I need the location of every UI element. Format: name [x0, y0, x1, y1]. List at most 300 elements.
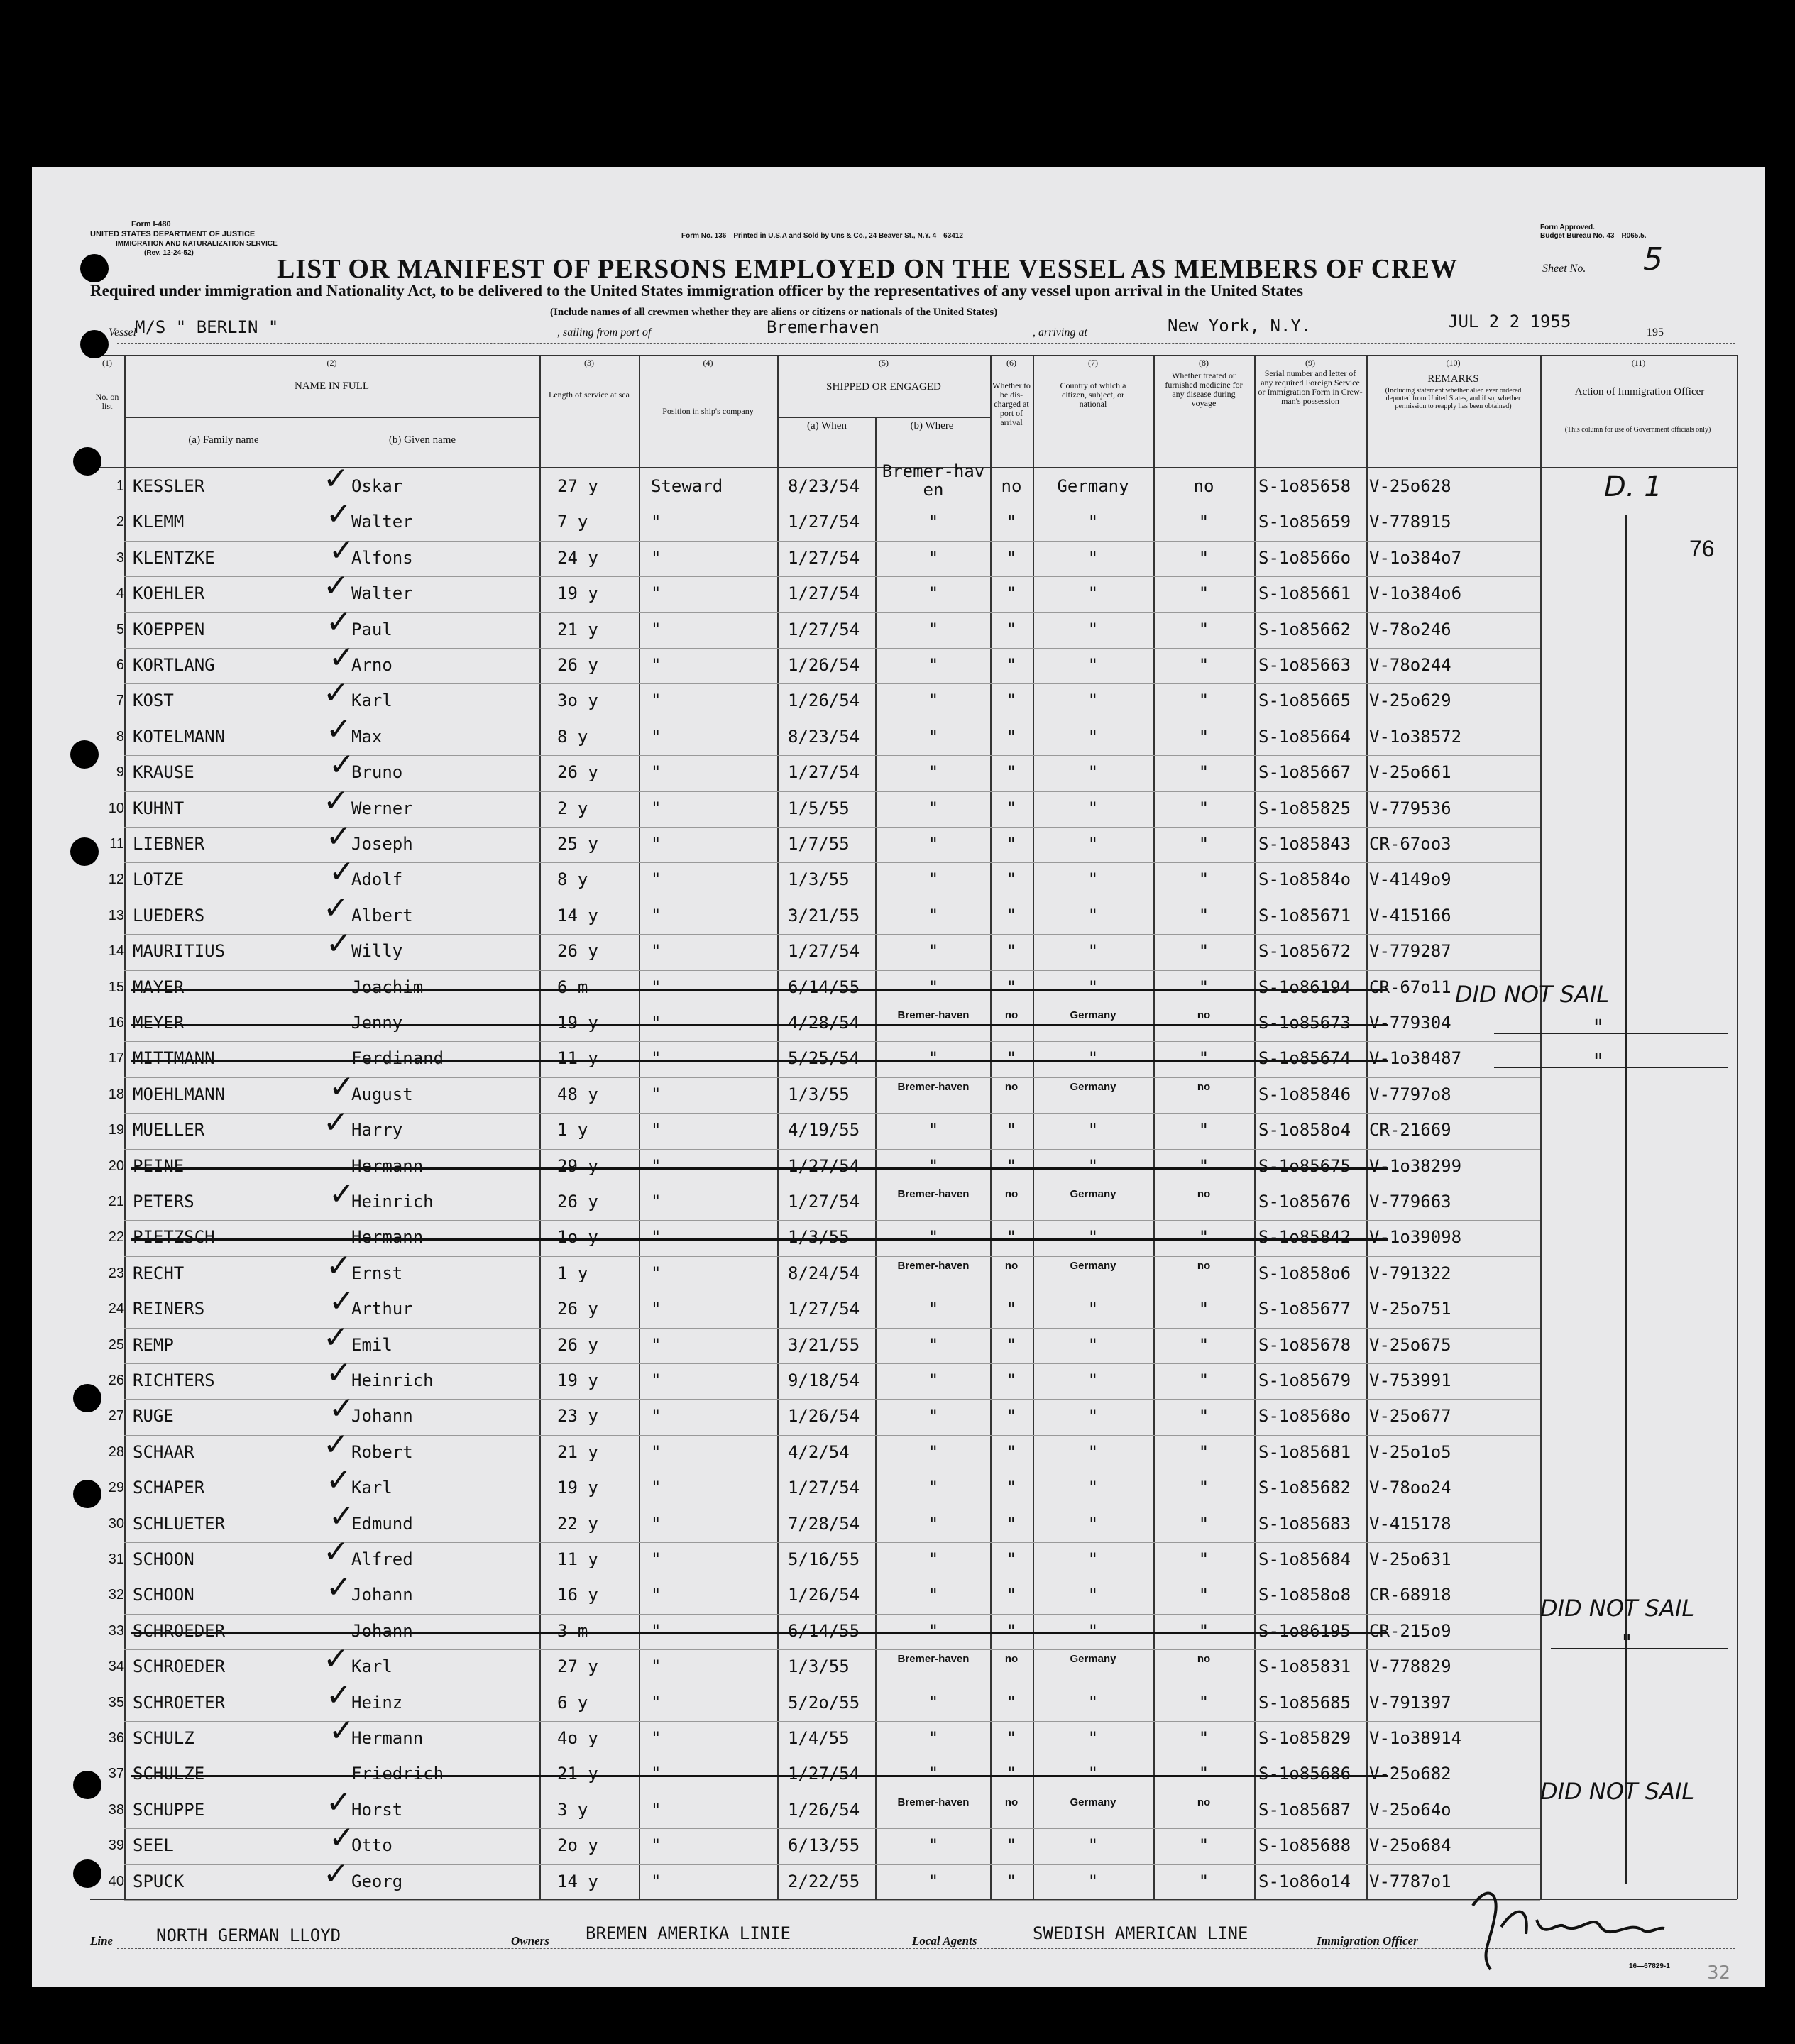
- place-shipped: ": [928, 834, 939, 854]
- department: UNITED STATES DEPARTMENT OF JUSTICE: [90, 230, 256, 238]
- col-num-5: (5): [879, 358, 889, 368]
- col-num-1: (1): [102, 358, 112, 368]
- given-name: Walter: [351, 583, 413, 604]
- date-shipped: 1/27/54: [788, 1299, 860, 1319]
- remarks: V-7787o1: [1369, 1871, 1451, 1891]
- remarks: V-25o677: [1369, 1406, 1451, 1427]
- annotation-count: 76: [1689, 536, 1715, 561]
- given-name: Hermann: [351, 1728, 424, 1748]
- serial-number: S-1o85825: [1258, 798, 1351, 818]
- discharged: no: [1001, 476, 1022, 496]
- serial-number: S-1o85674: [1258, 1048, 1351, 1069]
- row-number: 36: [108, 1730, 124, 1746]
- owners-label: Owners: [511, 1934, 549, 1947]
- family-name: SCHAPER: [133, 1478, 205, 1498]
- length-of-service: 16 y: [557, 1585, 598, 1605]
- place-shipped: Bremer-haven: [882, 461, 985, 500]
- date-shipped: 7/28/54: [788, 1513, 860, 1534]
- country: Germany: [1070, 1009, 1116, 1021]
- length-of-service: 14 y: [557, 1871, 598, 1891]
- vessel-name: M/S " BERLIN ": [135, 317, 279, 337]
- checkmark-icon: ✓: [329, 532, 355, 568]
- place-shipped: Bremer-haven: [897, 1188, 970, 1200]
- serial-number: S-1o85659: [1258, 512, 1351, 532]
- checkmark-icon: ✓: [326, 1355, 352, 1391]
- remarks: V-1o39098: [1369, 1227, 1462, 1248]
- length-of-service: 11 y: [557, 1549, 598, 1569]
- treated: ": [1198, 1620, 1209, 1641]
- given-name: Paul: [351, 619, 393, 639]
- col-num-2: (2): [326, 358, 337, 368]
- budget-bureau: Budget Bureau No. 43—R065.5.: [1540, 232, 1647, 240]
- serial-number: S-1o85677: [1258, 1299, 1351, 1319]
- checkmark-icon: ✓: [326, 1676, 352, 1713]
- position: ": [651, 1227, 662, 1248]
- serial-number: S-1o85676: [1258, 1192, 1351, 1211]
- col-discharged: Whether to be dis-charged at port of arrival: [992, 380, 1031, 427]
- family-name: SCHROEDER: [133, 1620, 226, 1641]
- discharged: ": [1006, 798, 1017, 818]
- family-name: KLEMM: [133, 512, 185, 532]
- discharged: ": [1006, 726, 1017, 747]
- remarks: V-7797o8: [1369, 1084, 1451, 1104]
- remarks: V-1o38487: [1369, 1048, 1462, 1069]
- serial-number: S-1o85664: [1258, 726, 1351, 747]
- position: ": [651, 762, 662, 783]
- remarks: V-779287: [1369, 941, 1451, 962]
- given-name: Joseph: [351, 834, 413, 854]
- length-of-service: 19 y: [557, 583, 598, 604]
- discharged: ": [1006, 762, 1017, 783]
- row-number: 22: [108, 1229, 124, 1246]
- given-name: Johann: [351, 1620, 413, 1641]
- col-num-9: (9): [1305, 358, 1315, 368]
- country: ": [1087, 512, 1099, 532]
- checkmark-icon: ✓: [323, 675, 349, 712]
- treated: ": [1198, 1155, 1209, 1176]
- treated: ": [1198, 1728, 1209, 1748]
- family-name: MUELLER: [133, 1120, 205, 1141]
- treated: ": [1198, 1334, 1209, 1355]
- family-name: MITTMANN: [133, 1048, 215, 1069]
- col-family: (a) Family name: [188, 434, 259, 446]
- given-name: Johann: [351, 1406, 413, 1427]
- treated: ": [1198, 1227, 1209, 1248]
- discharged: ": [1006, 1549, 1017, 1569]
- place-shipped: ": [928, 1585, 939, 1605]
- annotation-did-not-sail-2: DID NOT SAIL: [1540, 1595, 1695, 1622]
- arriving-label: , arriving at: [1033, 326, 1087, 339]
- given-name: Harry: [351, 1120, 403, 1141]
- family-name: SCHULZE: [133, 1764, 205, 1784]
- country: ": [1087, 1334, 1099, 1355]
- family-name: RECHT: [133, 1263, 185, 1283]
- country: ": [1087, 1441, 1099, 1462]
- length-of-service: 4o y: [557, 1728, 598, 1748]
- discharged: ": [1006, 1513, 1017, 1534]
- given-name: Jenny: [351, 1013, 403, 1033]
- date-shipped: 1/4/55: [788, 1728, 850, 1748]
- treated: ": [1198, 1120, 1209, 1141]
- length-of-service: 8 y: [557, 869, 588, 890]
- place-shipped: ": [928, 512, 939, 532]
- col-num-6: (6): [1006, 358, 1016, 368]
- remarks: V-25o684: [1369, 1835, 1451, 1856]
- given-name: Alfons: [351, 547, 413, 568]
- treated: ": [1198, 798, 1209, 818]
- country: ": [1087, 1585, 1099, 1605]
- sheet-number: 5: [1643, 241, 1663, 278]
- date-shipped: 8/24/54: [788, 1263, 860, 1283]
- country: ": [1087, 1871, 1099, 1891]
- length-of-service: 23 y: [557, 1406, 598, 1427]
- discharged: ": [1006, 1585, 1017, 1605]
- discharged: ": [1006, 1441, 1017, 1462]
- country: ": [1087, 1048, 1099, 1069]
- punch-hole: [73, 1480, 101, 1508]
- punch-hole: [73, 1771, 101, 1799]
- treated: no: [1197, 1009, 1211, 1021]
- year-suffix: 195: [1647, 326, 1664, 339]
- length-of-service: 25 y: [557, 834, 598, 854]
- remarks: V-1o384o7: [1369, 547, 1462, 568]
- checkmark-icon: ✓: [326, 496, 352, 533]
- row-number: 17: [108, 1050, 124, 1067]
- remarks: V-1o384o6: [1369, 583, 1462, 604]
- given-name: Bruno: [351, 762, 403, 783]
- position: ": [651, 1048, 662, 1069]
- place-shipped: ": [928, 1764, 939, 1784]
- family-name: SCHROEDER: [133, 1656, 226, 1677]
- treated: ": [1198, 726, 1209, 747]
- family-name: KLENTZKE: [133, 547, 215, 568]
- row-number: 24: [108, 1301, 124, 1317]
- given-name: Friedrich: [351, 1764, 444, 1784]
- checkmark-icon: ✓: [329, 1390, 355, 1427]
- treated: ": [1198, 1764, 1209, 1784]
- treated: ": [1198, 834, 1209, 854]
- given-name: Max: [351, 726, 383, 747]
- date-shipped: 8/23/54: [788, 476, 860, 496]
- given-name: Otto: [351, 1835, 393, 1856]
- remarks: V-25o675: [1369, 1334, 1451, 1355]
- serial-number: S-1o85678: [1258, 1334, 1351, 1355]
- row-number: 2: [116, 514, 124, 530]
- given-name: Joachim: [351, 977, 424, 997]
- checkmark-icon: ✓: [326, 1569, 352, 1606]
- position: ": [651, 1370, 662, 1390]
- given-name: Albert: [351, 905, 413, 925]
- col-where: (b) Where: [910, 420, 954, 432]
- country: ": [1087, 834, 1099, 854]
- family-name: KESSLER: [133, 476, 205, 496]
- discharged: ": [1006, 1227, 1017, 1248]
- officer-label: Immigration Officer: [1317, 1934, 1418, 1947]
- serial-number: S-1o85675: [1258, 1155, 1351, 1176]
- treated: ": [1198, 512, 1209, 532]
- country: Germany: [1070, 1259, 1116, 1272]
- country: ": [1087, 1478, 1099, 1498]
- line-name: NORTH GERMAN LLOYD: [156, 1925, 341, 1945]
- treated: no: [1197, 1080, 1211, 1093]
- serial-number: S-1o85684: [1258, 1549, 1351, 1569]
- date-shipped: 1/26/54: [788, 1799, 860, 1820]
- treated: no: [1197, 1259, 1211, 1272]
- family-name: SCHOON: [133, 1549, 194, 1569]
- position: ": [651, 905, 662, 925]
- checkmark-icon: ✓: [326, 710, 352, 747]
- date-shipped: 1/27/54: [788, 619, 860, 639]
- position: ": [651, 1692, 662, 1713]
- checkmark-icon: ✓: [323, 1855, 349, 1892]
- col-num-8: (8): [1199, 358, 1209, 368]
- place-shipped: ": [928, 726, 939, 747]
- arrival-date: JUL 2 2 1955: [1448, 312, 1571, 331]
- date-shipped: 4/19/55: [788, 1120, 860, 1141]
- length-of-service: 3o y: [557, 691, 598, 711]
- position: ": [651, 1192, 662, 1211]
- serial-number: S-1o85673: [1258, 1013, 1351, 1033]
- date-shipped: 1/27/54: [788, 583, 860, 604]
- row-number: 7: [116, 693, 124, 709]
- position: ": [651, 1656, 662, 1677]
- checkmark-icon: ✓: [323, 1641, 349, 1678]
- length-of-service: 29 y: [557, 1155, 598, 1176]
- country: Germany: [1057, 476, 1129, 496]
- country: ": [1087, 1835, 1099, 1856]
- remarks: V-415166: [1369, 905, 1451, 925]
- remarks: V-25o629: [1369, 691, 1451, 711]
- discharged: no: [1004, 1080, 1019, 1093]
- position: ": [651, 1084, 662, 1104]
- vessel-label: Vessel: [109, 326, 137, 339]
- family-name: SCHAAR: [133, 1441, 194, 1462]
- length-of-service: 19 y: [557, 1013, 598, 1033]
- discharged: ": [1006, 655, 1017, 675]
- position: ": [651, 655, 662, 675]
- place-shipped: ": [928, 1549, 939, 1569]
- family-name: SCHUPPE: [133, 1799, 205, 1820]
- serial-number: S-1o85658: [1258, 476, 1351, 496]
- remarks: CR-67o11: [1369, 977, 1451, 997]
- country: ": [1087, 619, 1099, 639]
- remarks: V-753991: [1369, 1370, 1451, 1390]
- serial-number: S-1o8568o: [1258, 1406, 1351, 1427]
- remarks: V-415178: [1369, 1513, 1451, 1534]
- remarks: CR-67oo3: [1369, 834, 1451, 854]
- treated: ": [1198, 691, 1209, 711]
- position: ": [651, 1728, 662, 1748]
- serial-number: S-1o858o8: [1258, 1585, 1351, 1605]
- family-name: SCHLUETER: [133, 1513, 226, 1534]
- annotation-ditto-3: ": [1622, 1631, 1632, 1656]
- family-name: SPUCK: [133, 1871, 185, 1891]
- treated: ": [1198, 1513, 1209, 1534]
- date-shipped: 1/26/54: [788, 691, 860, 711]
- serial-number: S-1o85667: [1258, 762, 1351, 783]
- family-name: SCHROETER: [133, 1692, 226, 1713]
- date-shipped: 8/23/54: [788, 726, 860, 747]
- remarks: V-25o661: [1369, 762, 1451, 783]
- service: IMMIGRATION AND NATURALIZATION SERVICE: [116, 240, 278, 248]
- family-name: RICHTERS: [133, 1370, 215, 1390]
- treated: ": [1198, 547, 1209, 568]
- col-given: (b) Given name: [388, 434, 456, 446]
- date-shipped: 1/27/54: [788, 1192, 860, 1211]
- family-name: KUHNT: [133, 798, 185, 818]
- row-number: 25: [108, 1336, 124, 1353]
- row-number: 14: [108, 943, 124, 960]
- discharged: ": [1006, 1334, 1017, 1355]
- place-shipped: ": [928, 1478, 939, 1498]
- remarks: V-1o38914: [1369, 1728, 1462, 1748]
- country: ": [1087, 798, 1099, 818]
- row-number: 27: [108, 1408, 124, 1424]
- row-number: 39: [108, 1837, 124, 1854]
- position: ": [651, 1478, 662, 1498]
- checkmark-icon: ✓: [323, 889, 349, 926]
- place-shipped: ": [928, 1871, 939, 1891]
- row-number: 9: [116, 764, 124, 781]
- checkmark-icon: ✓: [326, 1462, 352, 1499]
- family-name: MOEHLMANN: [133, 1084, 226, 1104]
- family-name: RUGE: [133, 1406, 174, 1427]
- row-number: 34: [108, 1659, 124, 1675]
- treated: ": [1198, 1370, 1209, 1390]
- family-name: MEYER: [133, 1013, 185, 1033]
- remarks: V-791322: [1369, 1263, 1451, 1283]
- discharged: ": [1006, 834, 1017, 854]
- strikethrough-line: [131, 1238, 1388, 1241]
- date-shipped: 1/3/55: [788, 1084, 850, 1104]
- given-name: Horst: [351, 1799, 403, 1820]
- row-number: 1: [116, 478, 124, 494]
- remarks: V-78oo24: [1369, 1478, 1451, 1498]
- place-shipped: ": [928, 762, 939, 783]
- row-number: 16: [108, 1015, 124, 1031]
- col-length: Length of service at sea: [549, 390, 630, 400]
- length-of-service: 2o y: [557, 1835, 598, 1856]
- discharged: ": [1006, 1155, 1017, 1176]
- place-shipped: ": [928, 1370, 939, 1390]
- row-number: 37: [108, 1766, 124, 1782]
- punch-hole: [80, 330, 109, 358]
- checkmark-icon: ✓: [323, 1319, 349, 1356]
- family-name: KOST: [133, 691, 174, 711]
- row-number: 12: [108, 872, 124, 888]
- discharged: ": [1006, 1764, 1017, 1784]
- row-number: 26: [108, 1373, 124, 1388]
- date-shipped: 1/3/55: [788, 869, 850, 890]
- position: ": [651, 1406, 662, 1427]
- given-name: Adolf: [351, 869, 403, 890]
- revision: (Rev. 12-24-52): [144, 249, 194, 257]
- length-of-service: 26 y: [557, 762, 598, 783]
- place-shipped: ": [928, 1299, 939, 1319]
- position: ": [651, 583, 662, 604]
- serial-number: S-1o85662: [1258, 619, 1351, 639]
- family-name: LUEDERS: [133, 905, 205, 925]
- serial-number: S-1o85683: [1258, 1513, 1351, 1534]
- checkmark-icon: ✓: [323, 568, 349, 605]
- family-name: REINERS: [133, 1299, 205, 1319]
- country: ": [1087, 1227, 1099, 1248]
- checkmark-icon: ✓: [329, 1713, 355, 1749]
- remarks: V-25o631: [1369, 1549, 1451, 1569]
- given-name: Heinz: [351, 1692, 403, 1713]
- row-number: 20: [108, 1158, 124, 1174]
- length-of-service: 26 y: [557, 1334, 598, 1355]
- family-name: SCHOON: [133, 1585, 194, 1605]
- treated: ": [1198, 1549, 1209, 1569]
- remarks: CR-68918: [1369, 1585, 1451, 1605]
- date-shipped: 1/26/54: [788, 1406, 860, 1427]
- position: ": [651, 547, 662, 568]
- given-name: Karl: [351, 1478, 393, 1498]
- place-shipped: ": [928, 869, 939, 890]
- discharged: ": [1006, 1120, 1017, 1141]
- position: ": [651, 1334, 662, 1355]
- position: ": [651, 512, 662, 532]
- treated: ": [1198, 1048, 1209, 1069]
- date-shipped: 3/21/55: [788, 1334, 860, 1355]
- row-number: 33: [108, 1622, 124, 1639]
- remarks: V-779663: [1369, 1192, 1451, 1211]
- family-name: SCHULZ: [133, 1728, 194, 1748]
- place-shipped: ": [928, 905, 939, 925]
- checkmark-icon: ✓: [329, 747, 355, 784]
- remarks: V-25o751: [1369, 1299, 1451, 1319]
- row-number: 5: [116, 621, 124, 637]
- serial-number: S-1o85843: [1258, 834, 1351, 854]
- family-name: PIETZSCH: [133, 1227, 215, 1248]
- country: ": [1087, 1299, 1099, 1319]
- family-name: PETERS: [133, 1192, 194, 1211]
- col-action: Action of Immigration Officer: [1574, 386, 1705, 397]
- date-shipped: 4/28/54: [788, 1013, 860, 1033]
- position: ": [651, 1620, 662, 1641]
- discharged: ": [1006, 1692, 1017, 1713]
- strikethrough-line: [131, 989, 1388, 991]
- position: ": [651, 1441, 662, 1462]
- country: ": [1087, 726, 1099, 747]
- discharged: ": [1006, 1478, 1017, 1498]
- position: ": [651, 1871, 662, 1891]
- checkmark-icon: ✓: [329, 1068, 355, 1105]
- row-number: 38: [108, 1801, 124, 1818]
- punch-hole: [73, 1384, 101, 1412]
- given-name: Alfred: [351, 1549, 413, 1569]
- length-of-service: 1 y: [557, 1120, 588, 1141]
- col-num-4: (4): [703, 358, 713, 368]
- family-name: LOTZE: [133, 869, 185, 890]
- position: ": [651, 619, 662, 639]
- row-number: 15: [108, 979, 124, 995]
- country: Germany: [1070, 1653, 1116, 1666]
- position: ": [651, 1764, 662, 1784]
- date-shipped: 1/27/54: [788, 1155, 860, 1176]
- treated: ": [1198, 1871, 1209, 1891]
- place-shipped: Bremer-haven: [897, 1080, 970, 1093]
- discharged: ": [1006, 1370, 1017, 1390]
- annotation-did-not-sail-3: DID NOT SAIL: [1540, 1778, 1695, 1805]
- treated: ": [1198, 1835, 1209, 1856]
- date-shipped: 1/26/54: [788, 1585, 860, 1605]
- country: ": [1087, 1728, 1099, 1748]
- place-shipped: Bremer-haven: [897, 1796, 970, 1808]
- position: ": [651, 977, 662, 997]
- col-serial: Serial number and letter of any required Foreign Service or Immigration Form in Crew-man's possession: [1258, 368, 1363, 406]
